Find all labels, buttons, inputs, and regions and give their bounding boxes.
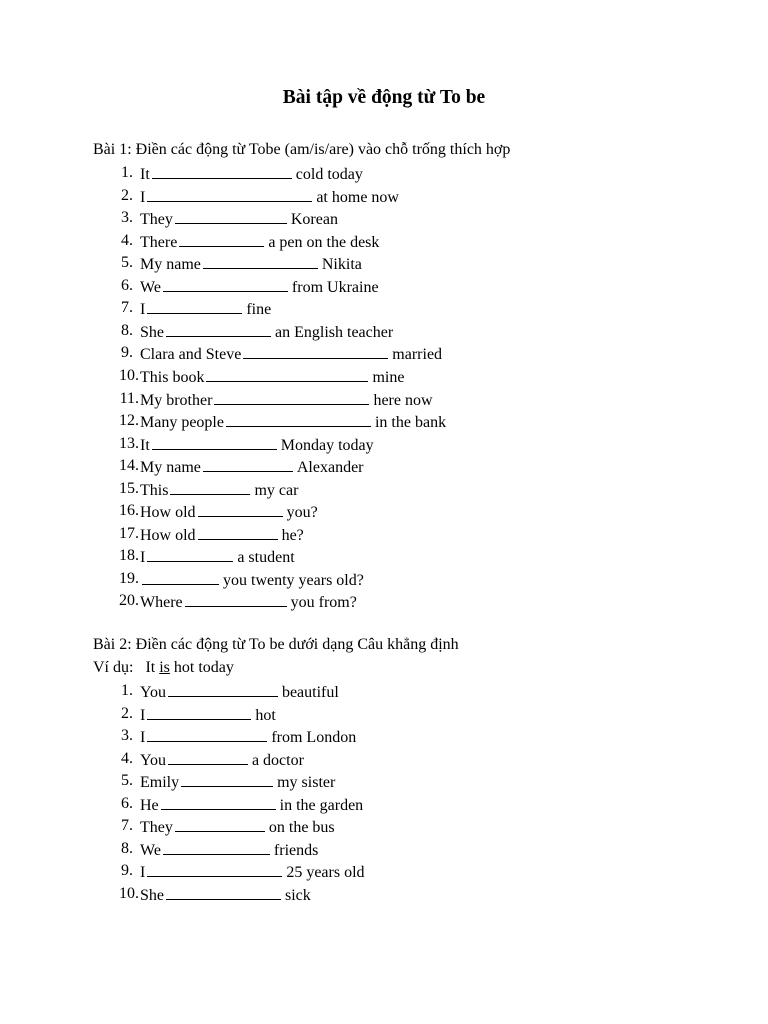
item-number: 10. [119, 366, 139, 384]
item-number: 3. [121, 727, 133, 745]
exercise2-example [93, 659, 234, 677]
item-rest: in the garden [279, 796, 364, 814]
item-subject: My brother [140, 391, 213, 409]
item-sentence [140, 232, 379, 252]
item-rest: at home now [316, 188, 399, 206]
item-subject: This [140, 481, 169, 499]
item-rest: from London [271, 729, 357, 747]
item-rest: a pen on the desk [268, 233, 380, 251]
item-sentence [140, 840, 318, 860]
item-number: 5. [121, 772, 133, 790]
item-sentence [140, 457, 364, 477]
item-number: 14. [119, 457, 139, 475]
item-subject: I [140, 864, 146, 882]
answer-blank[interactable] [168, 750, 248, 765]
answer-blank[interactable] [175, 817, 265, 832]
item-number: 4. [121, 749, 133, 767]
item-subject: You [140, 751, 166, 769]
item-rest: fine [246, 301, 272, 319]
answer-blank[interactable] [147, 547, 233, 562]
item-rest: you from? [290, 594, 357, 612]
answer-blank[interactable] [163, 277, 288, 292]
item-number: 15. [119, 479, 139, 497]
item-rest: cold today [295, 166, 363, 183]
item-number: 1. [121, 164, 133, 181]
answer-blank[interactable] [152, 435, 277, 450]
item-number: 20. [119, 592, 139, 610]
item-sentence [140, 525, 304, 545]
item-sentence [140, 435, 374, 455]
item-rest: Nikita [321, 256, 362, 274]
item-subject: Many people [140, 414, 224, 432]
item-rest: beautiful [281, 684, 339, 701]
answer-blank[interactable] [243, 344, 388, 359]
example-rest: hot today [173, 659, 234, 676]
item-number: 1. [121, 682, 133, 699]
answer-blank[interactable] [179, 232, 264, 247]
example-subject: It [145, 659, 156, 676]
item-subject: It [140, 436, 150, 454]
item-rest: a doctor [251, 751, 304, 769]
answer-blank[interactable] [168, 682, 278, 697]
item-sentence [140, 570, 364, 590]
exercise2-heading: Bài 2: Điền các động từ To be dưới dạng Câu khẳng định [93, 636, 459, 653]
item-number: 11. [119, 389, 139, 407]
item-subject: Clara and Steve [140, 346, 242, 364]
answer-blank[interactable] [185, 592, 287, 607]
item-subject: I [140, 729, 146, 747]
item-subject: There [140, 233, 178, 251]
item-rest: in the bank [374, 414, 447, 432]
answer-blank[interactable] [198, 502, 283, 517]
item-subject: My name [140, 256, 201, 274]
item-sentence [140, 367, 404, 387]
answer-blank[interactable] [142, 570, 219, 585]
item-sentence [140, 480, 298, 500]
item-subject: Where [140, 594, 183, 612]
answer-blank[interactable] [170, 480, 250, 495]
item-number: 13. [119, 434, 139, 452]
item-rest: you twenty years old? [223, 571, 364, 589]
item-sentence [140, 412, 446, 432]
item-number: 2. [121, 186, 133, 204]
item-number: 7. [121, 817, 133, 835]
item-sentence [140, 817, 335, 837]
answer-blank[interactable] [163, 840, 270, 855]
answer-blank[interactable] [206, 367, 368, 382]
answer-blank[interactable] [147, 862, 282, 877]
item-rest: on the bus [268, 819, 335, 837]
answer-blank[interactable] [214, 390, 369, 405]
answer-blank[interactable] [198, 525, 278, 540]
item-number: 3. [121, 209, 133, 227]
answer-blank[interactable] [203, 457, 293, 472]
item-subject: How old [140, 526, 196, 544]
item-subject: They [140, 819, 173, 837]
item-number: 19. [119, 569, 139, 587]
item-subject: It [140, 166, 150, 183]
item-sentence [140, 209, 338, 229]
item-rest: hot [255, 706, 276, 724]
item-rest: Korean [290, 211, 338, 229]
item-rest: from Ukraine [291, 278, 379, 296]
item-rest: sick [285, 886, 311, 904]
item-number: 12. [119, 412, 139, 430]
item-number: 8. [121, 321, 133, 339]
item-subject: I [140, 188, 146, 206]
item-rest: 25 years old [286, 864, 365, 882]
answer-blank[interactable] [147, 705, 251, 720]
item-sentence [140, 592, 357, 612]
item-sentence [140, 772, 335, 792]
item-sentence [140, 187, 399, 207]
example-verb: is [159, 659, 170, 676]
item-rest: my sister [277, 774, 336, 792]
item-sentence [140, 682, 339, 702]
item-subject: I [140, 301, 146, 319]
item-number: 2. [121, 704, 133, 722]
item-rest: here now [373, 391, 433, 409]
worksheet-title: Bài tập về động từ To be [282, 87, 486, 108]
item-rest: he? [281, 526, 304, 544]
item-sentence [140, 705, 276, 725]
item-rest: married [392, 346, 443, 364]
item-rest: Alexander [296, 459, 364, 477]
answer-blank[interactable] [226, 412, 371, 427]
item-rest: Monday today [280, 436, 374, 454]
item-subject: We [140, 841, 161, 859]
item-sentence [140, 390, 433, 410]
item-rest: you? [286, 504, 318, 522]
answer-blank[interactable] [175, 209, 287, 224]
item-sentence [140, 885, 311, 905]
item-rest: a student [237, 549, 295, 567]
item-sentence [140, 299, 271, 319]
item-subject: This book [140, 368, 205, 386]
item-subject: She [140, 323, 164, 341]
answer-blank[interactable] [181, 772, 273, 787]
item-sentence [140, 502, 318, 522]
item-subject: How old [140, 504, 196, 522]
item-subject: He [140, 796, 159, 814]
answer-blank[interactable] [147, 299, 242, 314]
item-number: 6. [121, 794, 133, 812]
item-number: 18. [119, 547, 139, 565]
item-subject: We [140, 278, 161, 296]
item-sentence [140, 344, 442, 364]
item-rest: mine [372, 368, 405, 386]
example-label: Ví dụ: [93, 659, 134, 676]
item-subject: Emily [140, 774, 180, 792]
item-subject: I [140, 706, 146, 724]
answer-blank[interactable] [203, 254, 318, 269]
item-number: 10. [119, 884, 139, 902]
item-rest: friends [273, 841, 319, 859]
item-sentence [140, 254, 362, 274]
item-number: 7. [121, 299, 133, 317]
item-subject: She [140, 886, 164, 904]
item-number: 9. [121, 344, 133, 362]
item-rest: my car [254, 481, 299, 499]
item-subject: My name [140, 459, 201, 477]
item-number: 8. [121, 839, 133, 857]
answer-blank[interactable] [152, 164, 292, 179]
answer-blank[interactable] [166, 885, 281, 900]
item-number: 5. [121, 254, 133, 272]
item-sentence [140, 750, 304, 770]
item-sentence [140, 547, 295, 567]
item-sentence [140, 862, 365, 882]
exercise1-heading: Bài 1: Điền các động từ Tobe (am/is/are) vào chỗ trống thích hợp [93, 141, 511, 158]
item-number: 17. [119, 524, 139, 542]
item-subject: They [140, 211, 173, 229]
item-number: 16. [119, 502, 139, 520]
answer-blank[interactable] [147, 727, 267, 742]
answer-blank[interactable] [166, 322, 271, 337]
item-sentence [140, 322, 393, 342]
item-sentence [140, 795, 363, 815]
item-sentence [140, 164, 363, 184]
item-sentence [140, 277, 379, 297]
item-subject: You [140, 684, 166, 701]
item-number: 4. [121, 231, 133, 249]
item-subject: I [140, 549, 146, 567]
item-number: 6. [121, 276, 133, 294]
item-number: 9. [121, 862, 133, 880]
answer-blank[interactable] [161, 795, 276, 810]
item-sentence [140, 727, 356, 747]
item-rest: an English teacher [275, 323, 394, 341]
answer-blank[interactable] [147, 187, 312, 202]
